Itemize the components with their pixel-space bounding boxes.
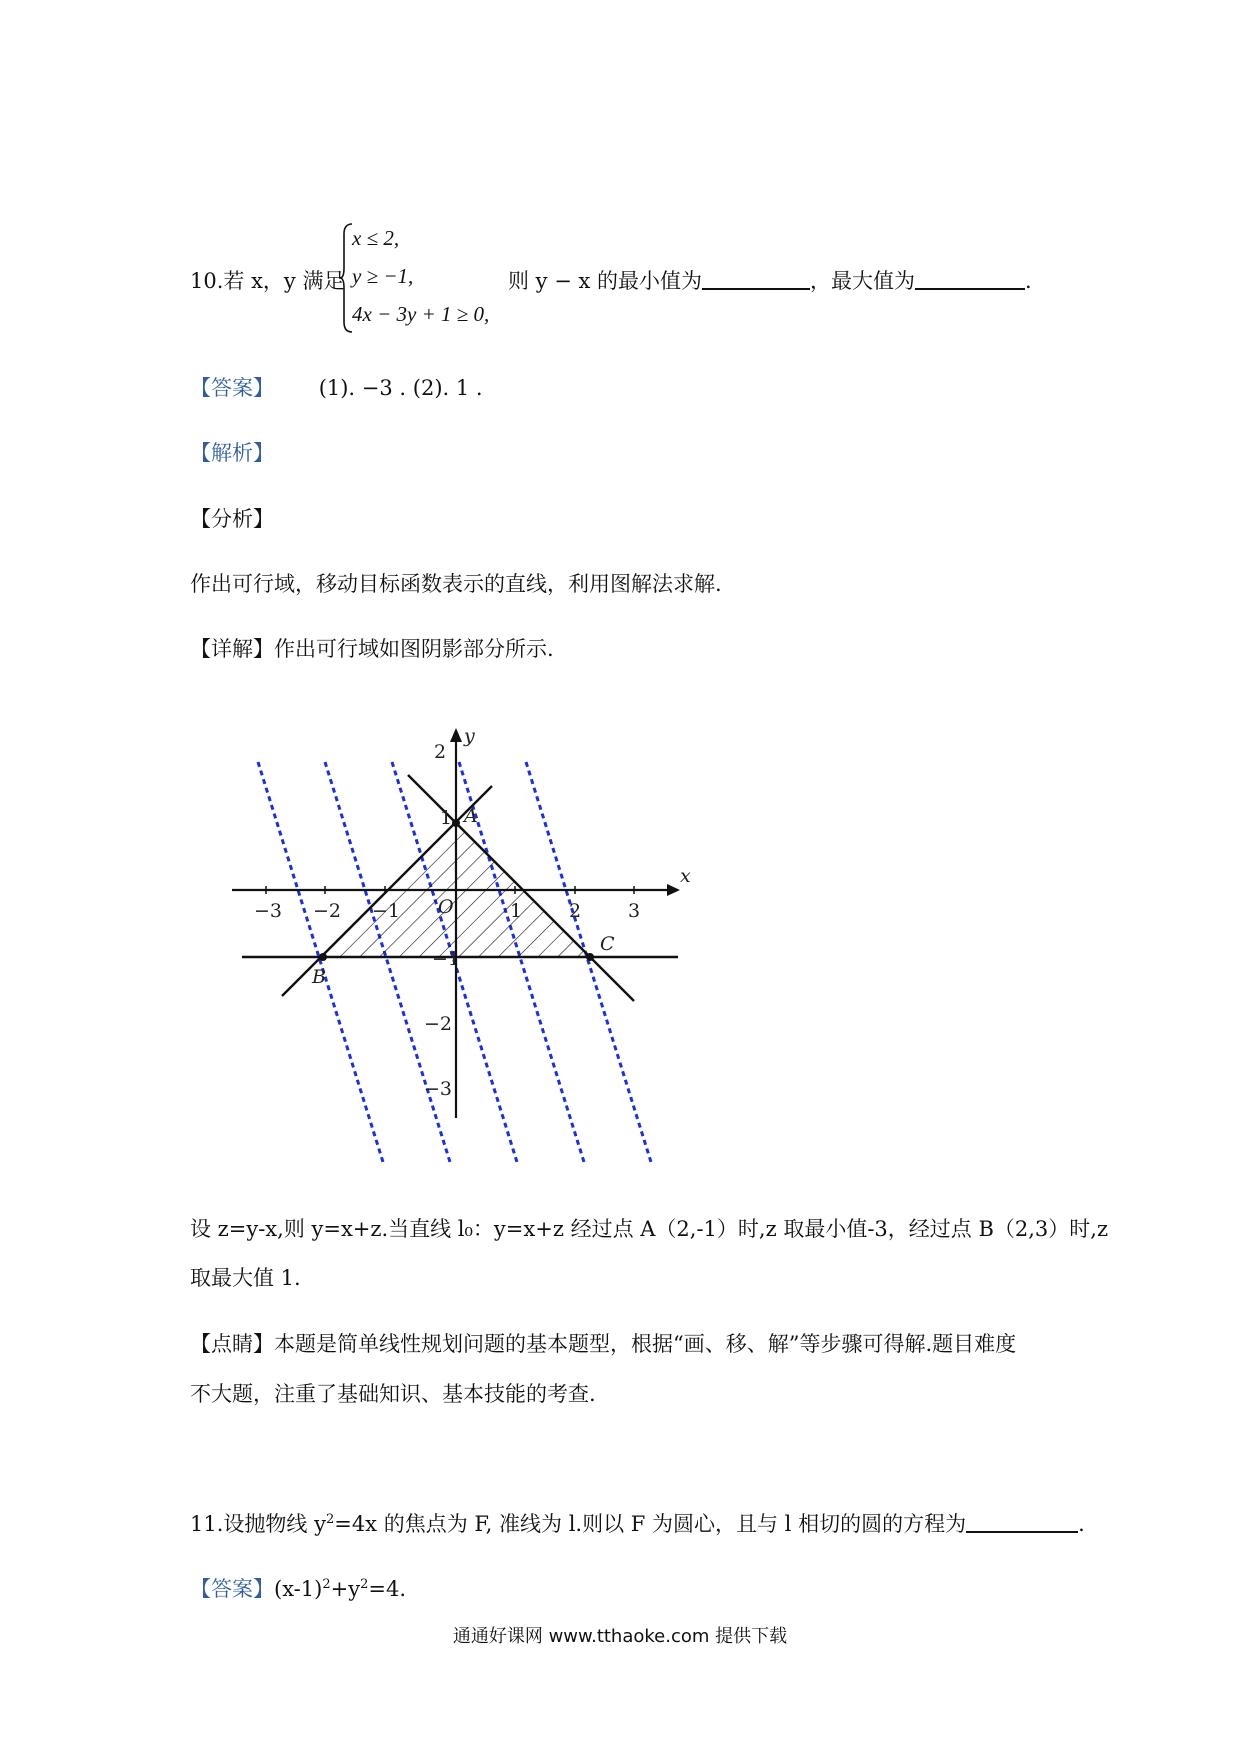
q10-stem (190, 265, 344, 295)
point-c (586, 953, 594, 961)
q10-period: . (1025, 269, 1032, 293)
solution-line-1: 设 z=y-x,则 y=x+z.当直线 l₀：y=x+z 经过点 A（2,-1）时,z 取最小值-3，经过点 B（2,3）时,z (190, 1217, 1109, 1241)
feasible-region-figure (220, 720, 700, 1170)
detail-text: 【详解】作出可行域如图阴影部分所示. (190, 637, 554, 661)
y-tick-label: −3 (424, 1078, 453, 1100)
y-axis-label: y (464, 725, 475, 747)
y-tick-label: −2 (424, 1013, 453, 1035)
x-tick-label: 1 (510, 900, 523, 922)
page-footer: 通通好课网 www.tthaoke.com 提供下载 (452, 1626, 788, 1647)
answer-text: (1). −3 . (2). 1 . (318, 376, 483, 400)
fenxi-text: 作出可行域，移动目标函数表示的直线，利用图解法求解. (190, 572, 722, 596)
y-tick-label: −1 (432, 948, 461, 970)
point-c-label: C (600, 933, 615, 955)
y-tick-label: 2 (434, 741, 447, 763)
q11-answer-b: +y (330, 1577, 361, 1601)
solution-line-2: 取最大值 1. (190, 1266, 301, 1290)
constraint-3: 4x − 3y + 1 ≥ 0, (352, 302, 490, 326)
constraint-2: y ≥ −1, (352, 264, 414, 288)
fenxi-tag: 【分析】 (190, 507, 274, 531)
analysis-tag: 【解析】 (190, 441, 274, 465)
constraint-system (340, 222, 500, 334)
dianjing-line-1: 【点睛】本题是简单线性规划问题的基本题型，根据“画、移、解”等步骤可得解.题目难度 (190, 1332, 1017, 1356)
x-axis-arrow-icon (667, 884, 680, 896)
q11-text-a: 11.设抛物线 y (190, 1512, 326, 1536)
dashed-line-1 (258, 762, 383, 1162)
q11-answer-blank (966, 1511, 1078, 1533)
q10-max-label: ，最大值为 (810, 269, 916, 293)
x-tick-label: −2 (313, 900, 342, 922)
dashed-line-4 (459, 762, 584, 1162)
x-tick-label: 2 (569, 900, 582, 922)
point-a-label: A (464, 805, 478, 827)
q11-text-b: =4x 的焦点为 F, 准线为 l.则以 F 为圆心，且与 l 相切的圆的方程为 (334, 1512, 967, 1536)
point-a (452, 819, 460, 827)
answer-tag: 【答案】 (190, 376, 274, 400)
y-tick-label: 1 (440, 807, 453, 829)
q11-answer (190, 1573, 406, 1603)
q11-answer-sup1: 2 (322, 1577, 331, 1592)
x-tick-label: −3 (254, 900, 283, 922)
x-tick-label: −1 (372, 900, 401, 922)
q10-question (508, 265, 1032, 295)
q11-sup: 2 (325, 1512, 335, 1527)
constraint-1: x ≤ 2, (352, 226, 400, 250)
q11-answer-a: (x-1) (274, 1577, 323, 1601)
q11-stem (190, 1508, 1085, 1538)
q11-answer-tag: 【答案】 (190, 1577, 274, 1601)
origin-label: O (438, 896, 454, 918)
q10-prefix: 10.若 x，y 满足 (190, 269, 345, 293)
point-b (319, 953, 327, 961)
q10-mid: 则 y − x 的最小值为 (508, 269, 703, 293)
q11-answer-sup2: 2 (360, 1577, 369, 1592)
point-b-label: B (312, 966, 326, 988)
q11-answer-c: =4. (368, 1577, 406, 1601)
dianjing-line-2: 不大题，注重了基础知识、基本技能的考查. (190, 1382, 596, 1406)
y-axis-arrow-icon (450, 728, 462, 742)
answer-blank-max (915, 268, 1025, 290)
dashed-line-5 (526, 762, 651, 1162)
x-tick-label: 3 (628, 900, 641, 922)
x-axis-label: x (680, 865, 691, 887)
answer-blank-min (702, 268, 810, 290)
q11-period: . (1078, 1512, 1085, 1536)
q10-answer (190, 372, 483, 402)
